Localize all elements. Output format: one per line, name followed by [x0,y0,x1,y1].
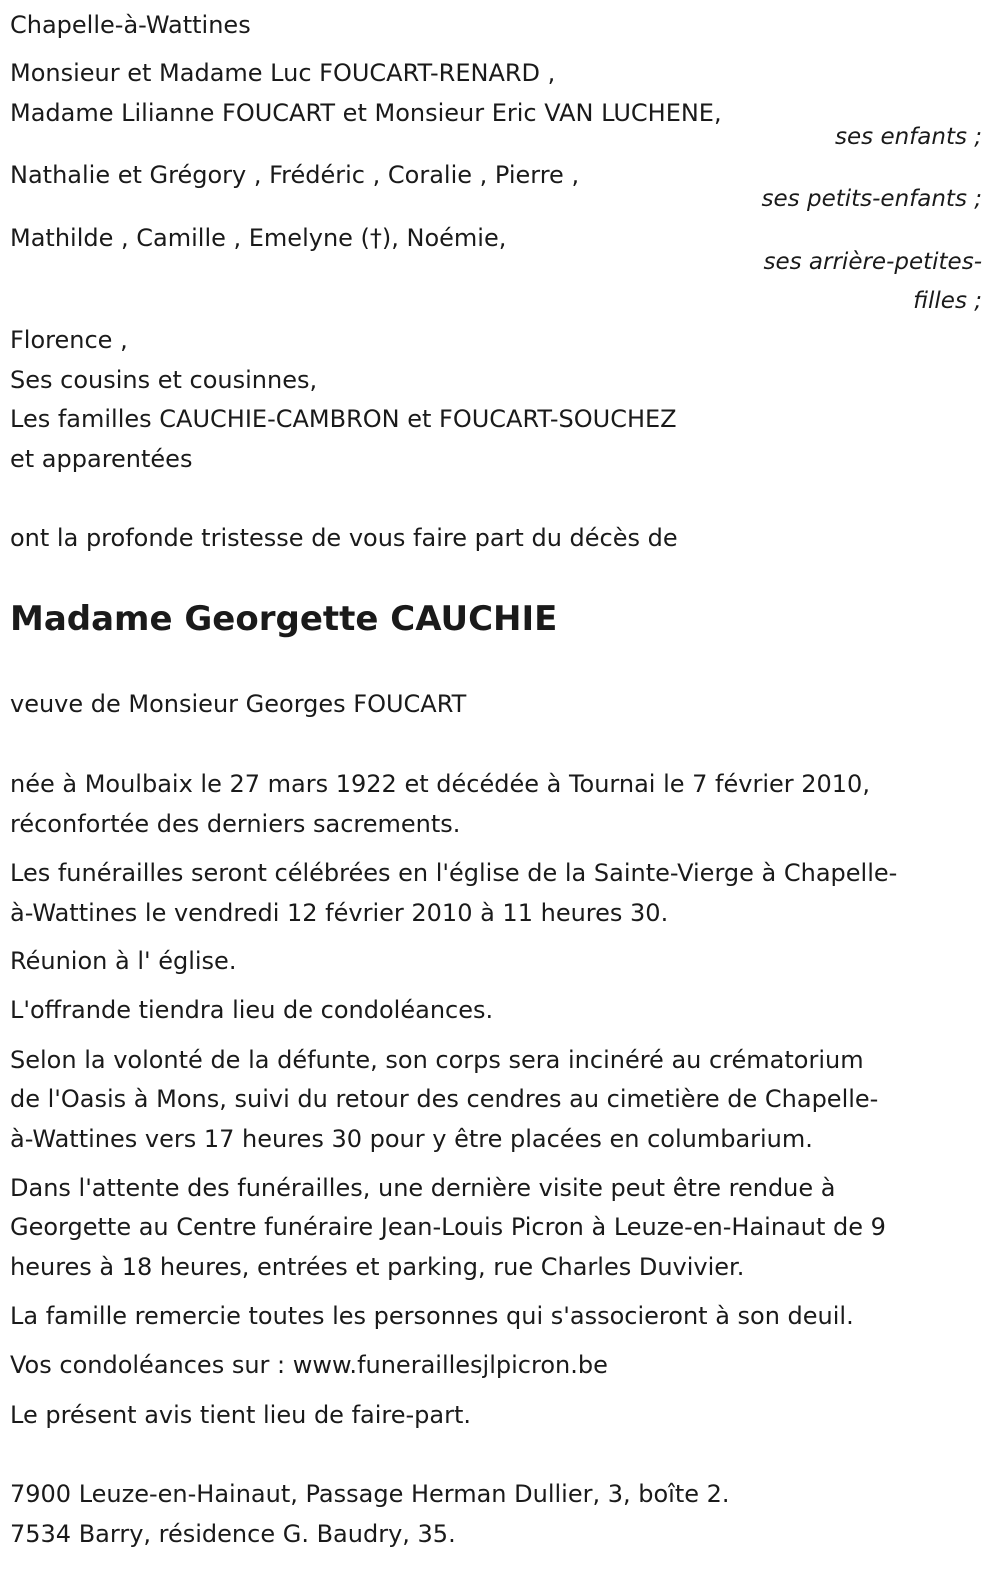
great-grandchildren-label-2: filles ; [913,288,982,314]
address-1: 7900 Leuze-en-Hainaut, Passage Herman Dullier, 3, boîte 2. [10,1480,730,1508]
condolences: Vos condoléances sur : www.funeraillesjlpicron.be [10,1351,608,1379]
cremation-line-2: de l'Oasis à Mons, suivi du retour des cendres au cimetière de Chapelle- [10,1085,879,1113]
other-relatives-1: Florence , [10,326,128,354]
other-relatives-2: Ses cousins et cousinnes, [10,366,318,394]
grandchildren-names: Nathalie et Grégory , Frédéric , Coralie , Pierre , [10,161,580,189]
thanks: La famille remercie toutes les personnes qui s'associeront à son deuil. [10,1302,854,1330]
visit-line-3: heures à 18 heures, entrées et parking, rue Charles Duvivier. [10,1253,745,1281]
other-relatives-3: Les familles CAUCHIE-CAMBRON et FOUCART-SOUCHEZ [10,405,677,433]
funeral-line-2: à-Wattines le vendredi 12 février 2010 à 11 heures 30. [10,899,669,927]
birth-death-line-1: née à Moulbaix le 27 mars 1922 et décédée à Tournai le 7 février 2010, [10,770,870,798]
great-grandchildren-names: Mathilde , Camille , Emelyne (†), Noémie, [10,224,507,252]
meeting: Réunion à l' église. [10,947,237,975]
visit-line-2: Georgette au Centre funéraire Jean-Louis Picron à Leuze-en-Hainaut de 9 [10,1213,886,1241]
grandchildren-label: ses petits-enfants ; [761,186,982,212]
notice: Le présent avis tient lieu de faire-part. [10,1401,472,1429]
announcement: ont la profonde tristesse de vous faire part du décès de [10,524,678,552]
children-label: ses enfants ; [835,124,982,150]
birth-death-line-2: réconfortée des derniers sacrements. [10,810,461,838]
funeral-line-1: Les funérailles seront célébrées en l'église de la Sainte-Vierge à Chapelle- [10,859,898,887]
children-line-1: Monsieur et Madame Luc FOUCART-RENARD , [10,59,556,87]
widow-of: veuve de Monsieur Georges FOUCART [10,690,467,718]
other-relatives-4: et apparentées [10,445,193,473]
deceased-name: Madame Georgette CAUCHIE [10,599,558,639]
offering: L'offrande tiendra lieu de condoléances. [10,996,494,1024]
great-grandchildren-label-1: ses arrière-petites- [763,249,982,275]
location: Chapelle-à-Wattines [10,11,251,39]
cremation-line-3: à-Wattines vers 17 heures 30 pour y être placées en columbarium. [10,1125,813,1153]
address-2: 7534 Barry, résidence G. Baudry, 35. [10,1520,456,1548]
obituary-notice [10,0,982,1583]
children-line-2: Madame Lilianne FOUCART et Monsieur Eric VAN LUCHENE, [10,99,722,127]
visit-line-1: Dans l'attente des funérailles, une dernière visite peut être rendue à [10,1174,836,1202]
cremation-line-1: Selon la volonté de la défunte, son corps sera incinéré au crématorium [10,1046,864,1074]
